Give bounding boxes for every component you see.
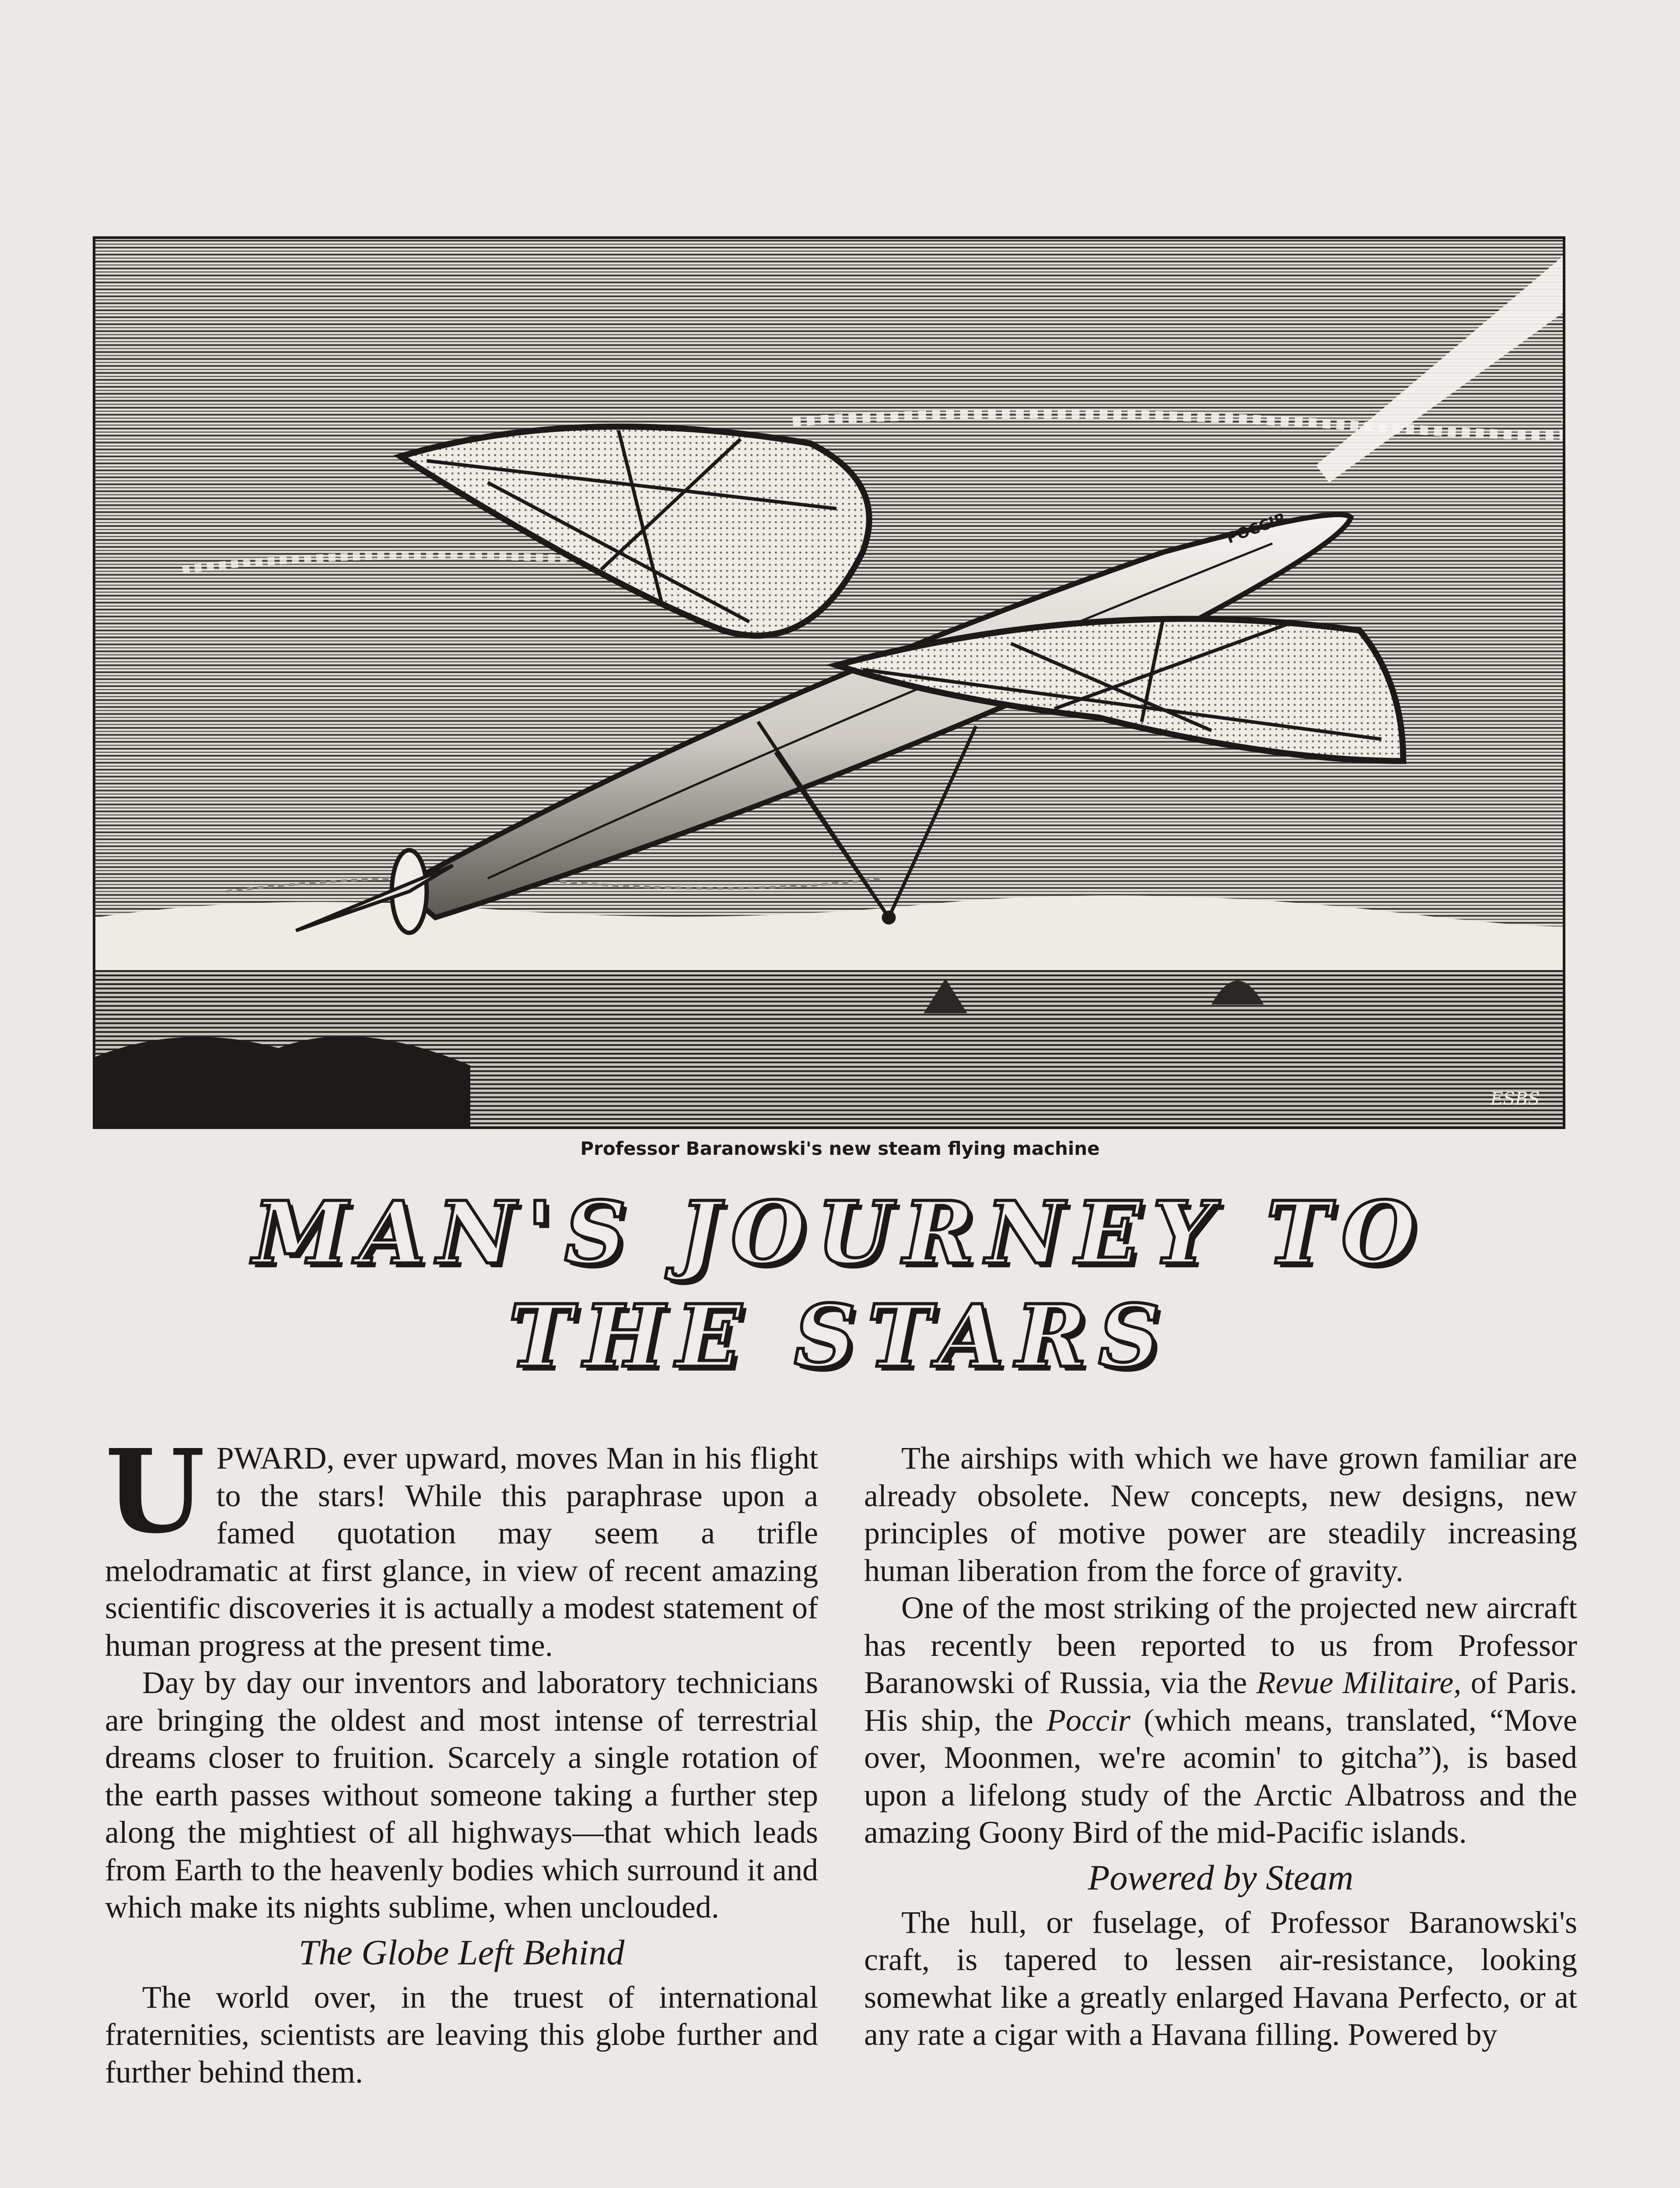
paragraph-text: One of the most striking of the projected new aircraft has recently been reported to us from Professor Baranowski of Russia, via the xyxy=(864,1590,1577,1700)
flying-machine-engraving xyxy=(95,239,1563,1126)
column-left xyxy=(105,1424,818,2091)
drop-cap: U xyxy=(105,1424,205,1559)
engraving-illustration xyxy=(93,236,1565,1129)
article-title xyxy=(0,1182,1680,1388)
ship-name: Poccir xyxy=(1046,1702,1130,1738)
illustration-caption: Professor Baranowski's new steam flying machine xyxy=(580,1138,1100,1159)
paragraph-text: PWARD, ever upward, moves Man in his flight to the stars! While this paraphrase upon a famed quotation may seem a trifle melodramatic at first glance, in view of recent amazing scientific discoveries it is actually a modest statement of human progress at the present time. xyxy=(105,1441,818,1663)
title-line-1: MAN'S JOURNEY TO xyxy=(252,1183,1428,1283)
title-line-2: THE STARS xyxy=(508,1286,1172,1387)
journal-name: Revue Militaire, xyxy=(1256,1665,1462,1700)
artist-signature: ESBS xyxy=(1490,1089,1540,1109)
subheading-globe-left-behind: The Globe Left Behind xyxy=(298,1932,625,1972)
paragraph: Day by day our inventors and laboratory technicians are bringing the oldest and most intense of terrestrial dreams closer to fruition. Scarcely a single rotation of the earth passes without someone taking a further step along the mightiest of all highways—that which leads from Earth to the heavenly bodies which surround it and which make its nights sublime, when unclouded. xyxy=(105,1665,818,1925)
subheading-powered-by-steam: Powered by Steam xyxy=(1088,1857,1354,1897)
paragraph-text: (which means, translated, “Move over, Moonmen, we're acomin' to gitcha”), is based upon a lifelong study of the Arctic Albatross and the amazing Goony Bird of the mid-Pacific islands. xyxy=(864,1702,1577,1850)
paragraph: The airships with which we have grown familiar are already obsolete. New concepts, new designs, new principles of motive power are steadily increasing human liberation from the force of gravity. xyxy=(864,1441,1577,1588)
hull-inscription: POCCIR xyxy=(1224,509,1288,547)
paragraph: The world over, in the truest of international fraternities, scientists are leaving this globe further and further behind them. xyxy=(105,1979,818,2090)
column-right xyxy=(864,1440,1577,2054)
paragraph: The hull, or fuselage, of Professor Baranowski's craft, is tapered to lessen air-resistance, looking somewhat like a greatly enlarged Havana Perfecto, or at any rate a cigar with a Havana filling. Powered by xyxy=(864,1904,1577,2052)
paragraph-text: of Paris. His ship, the xyxy=(864,1665,1577,1738)
paragraph xyxy=(864,1589,1577,1851)
paragraph xyxy=(105,1424,818,1664)
